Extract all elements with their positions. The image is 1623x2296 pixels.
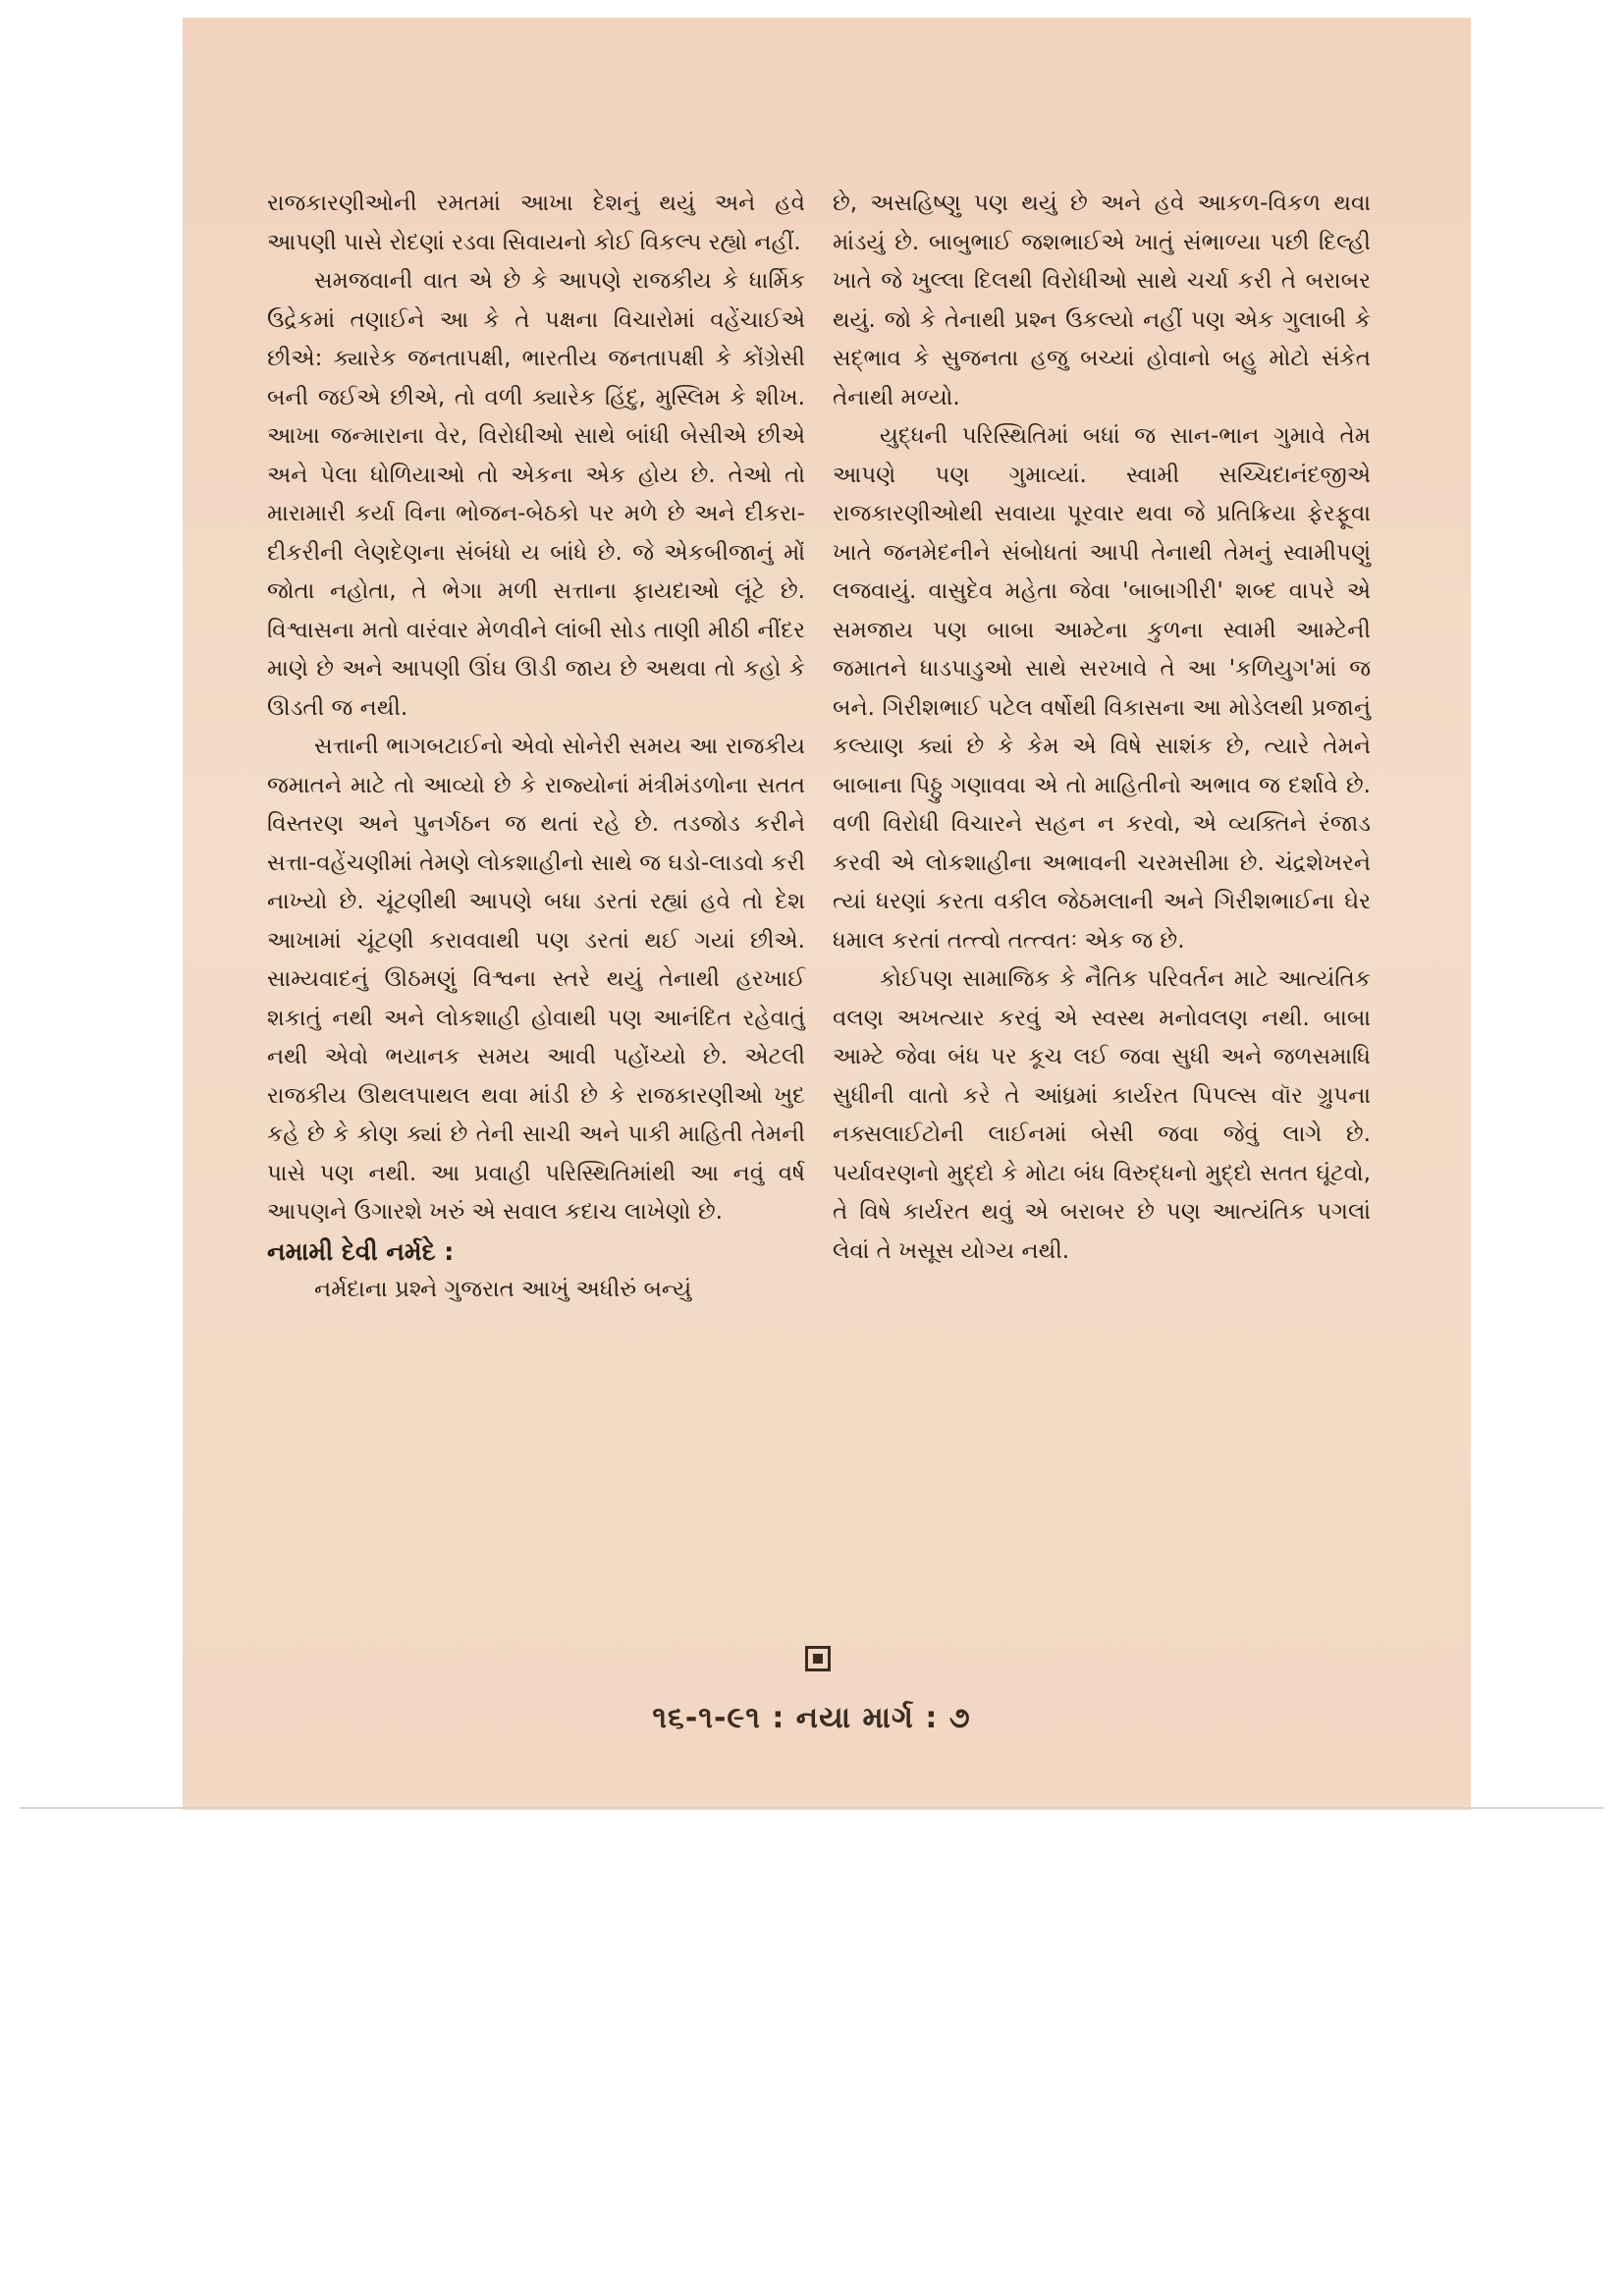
- page-footer: ૧૬-૧-૯૧ : નયા માર્ગ : ૭: [652, 1701, 971, 1735]
- section-subheading: નમામી દેવી નર્મદે :: [267, 1236, 455, 1266]
- left-paragraph-1: રાજકારણીઓની રમતમાં આખા દેશનું થયું અને હવે આપણી પાસે રોદણાં રડવા સિવાયનો કોઈ વિકલ્પ રહ્યો નહીં.: [267, 191, 805, 255]
- right-paragraph-3: કોઈપણ સામાજિક કે નૈતિક પરિવર્તન માટે આત્યંતિક વલણ અખત્યાર કરવું એ સ્વસ્થ મનોવલણ નથી. બાબા આમ્ટે જેવા બંધ પર કૂચ લઈ જવા સુધી અને જળસમાધિ સુધીની વાતો કરે તે આંધ્રમાં કાર્યરત પિપલ્સ વૉર ગ્રુપના નક્સલાઈટોની લાઈનમાં બેસી જવા જેવું લાગે છે. પર્યાવરણનો મુદ્દો કે મોટા બંધ વિરુદ્ધનો મુદ્દો સતત ઘૂંટવો, તે વિષે કાર્યરત થવું એ બરાબર છે પણ આત્યંતિક પગલાં લેવાં તે ખસૂસ યોગ્ય નથી.: [833, 966, 1371, 1264]
- left-paragraph-2: સમજવાની વાત એ છે કે આપણે રાજકીય કે ધાર્મિક ઉદ્રેકમાં તણાઈને આ કે તે પક્ષના વિચારોમાં વહેંચાઈએ છીએ: ક્યારેક જનતાપક્ષી, ભારતીય જનતાપક્ષી કે કોંગ્રેસી બની જઈએ છીએ, તો વળી ક્યારેક હિંદુ, મુસ્લિમ કે શીખ. આખા જન્મારાના વેર, વિરોધીઓ સાથે બાંધી બેસીએ છીએ અને પેલા ધોળિયાઓ તો એકના એક હોય છે. તેઓ તો મારામારી કર્યા વિના ભોજન-બેઠકો પર મળે છે અને દીકરા-દીકરીની લેણદેણના સંબંધો ય બાંધે છે. જે એકબીજાનું મોં જોતા નહોતા, તે ભેગા મળી સત્તાના ફાયદાઓ લૂંટે છે. વિશ્વાસના મતો વારંવાર મેળવીને લાંબી સોડ તાણી મીઠી નીંદર માણે છે અને આપણી ઊંઘ ઊડી જાય છે અથવા તો કહો કે ઊડતી જ નથી.: [267, 268, 805, 721]
- left-paragraph-4: નર્મદાના પ્રશ્ને ગુજરાત આખું અધીરું બન્યું: [314, 1277, 692, 1302]
- right-column: [833, 185, 1371, 1271]
- left-paragraph-3: સત્તાની ભાગબટાઈનો એવો સોનેરી સમય આ રાજકીય જમાતને માટે તો આવ્યો છે કે રાજ્યોનાં મંત્રીમંડળોના સતત વિસ્તરણ અને પુનર્ગઠન જ થતાં રહે છે. તડજોડ કરીને સત્તા-વહેંચણીમાં તેમણે લોકશાહીનો સાથે જ ઘડો-લાડવો કરી નાખ્યો છે. ચૂંટણીથી આપણે બધા ડરતાં રહ્યાં હવે તો દેશ આખામાં ચૂંટણી કરાવવાથી પણ ડરતાં થઈ ગયાં છીએ. સામ્યવાદનું ઊઠમણું વિશ્વના સ્તરે થયું તેનાથી હરખાઈ શકાતું નથી અને લોકશાહી હોવાથી પણ આનંદિત રહેવાતું નથી એવો ભયાનક સમય આવી પહોંચ્યો છે. એટલી રાજકીય ઊથલપાથલ થવા માંડી છે કે રાજકારણીઓ ખુદ કહે છે કે કોણ ક્યાં છે તેની સાચી અને પાકી માહિતી તેમની પાસે પણ નથી. આ પ્રવાહી પરિસ્થિતિમાંથી આ નવું વર્ષ આપણને ઉગારશે ખરું એ સવાલ કદાચ લાખેણો છે.: [267, 734, 805, 1225]
- right-paragraph-2: યુદ્ધની પરિસ્થિતિમાં બધાં જ સાન-ભાન ગુમાવે તેમ આપણે પણ ગુમાવ્યાં. સ્વામી સચ્ચિદાનંદજીએ રાજકારણીઓથી સવાયા પૂરવાર થવા જે પ્રતિક્રિયા ફેરફૂવા ખાતે જનમેદનીને સંબોધતાં આપી તેનાથી તેમનું સ્વામીપણું લજવાયું. વાસુદેવ મહેતા જેવા 'બાબાગીરી' શબ્દ વાપરે એ સમજાય પણ બાબા આમ્ટેના કુળના સ્વામી આમ્ટેની જમાતને ધાડપાડુઓ સાથે સરખાવે તે આ 'કળિયુગ'માં જ બને. ગિરીશભાઈ પટેલ વર્ષોથી વિકાસના આ મોડેલથી પ્રજાનું કલ્યાણ ક્યાં છે કે કેમ એ વિષે સાશંક છે, ત્યારે તેમને બાબાના પિઠ્ઠુ ગણાવવા એ તો માહિતીનો અભાવ જ દર્શાવે છે. વળી વિરોધી વિચારને સહન ન કરવો, એ વ્યક્તિને રંજાડ કરવી એ લોકશાહીના અભાવની ચરમસીમા છે. ચંદ્રશેખરને ત્યાં ધરણાં કરતા વકીલ જેઠમલાની અને ગિરીશભાઈના ઘેર ધમાલ કરતાં તત્ત્વો તત્ત્વતઃ એક જ છે.: [833, 423, 1371, 954]
- left-column: [267, 185, 805, 1310]
- right-paragraph-1: છે, અસહિષ્ણુ પણ થયું છે અને હવે આકળ-વિકળ થવા માંડયું છે. બાબુભાઈ જશભાઈએ ખાતું સંભાળ્યા પછી દિલ્હી ખાતે જે ખુલ્લા દિલથી વિરોધીઓ સાથે ચર્ચા કરી તે બરાબર થયું. જો કે તેનાથી પ્રશ્ન ઉકલ્યો નહીં પણ એક ગુલાબી કે સદ્ભાવ કે સુજનતા હજુ બચ્યાં હોવાનો બહુ મોટો સંકેત તેનાથી મળ્યો.: [833, 191, 1371, 410]
- end-of-article-icon: [805, 1646, 831, 1671]
- bottom-divider: [20, 1807, 1603, 1809]
